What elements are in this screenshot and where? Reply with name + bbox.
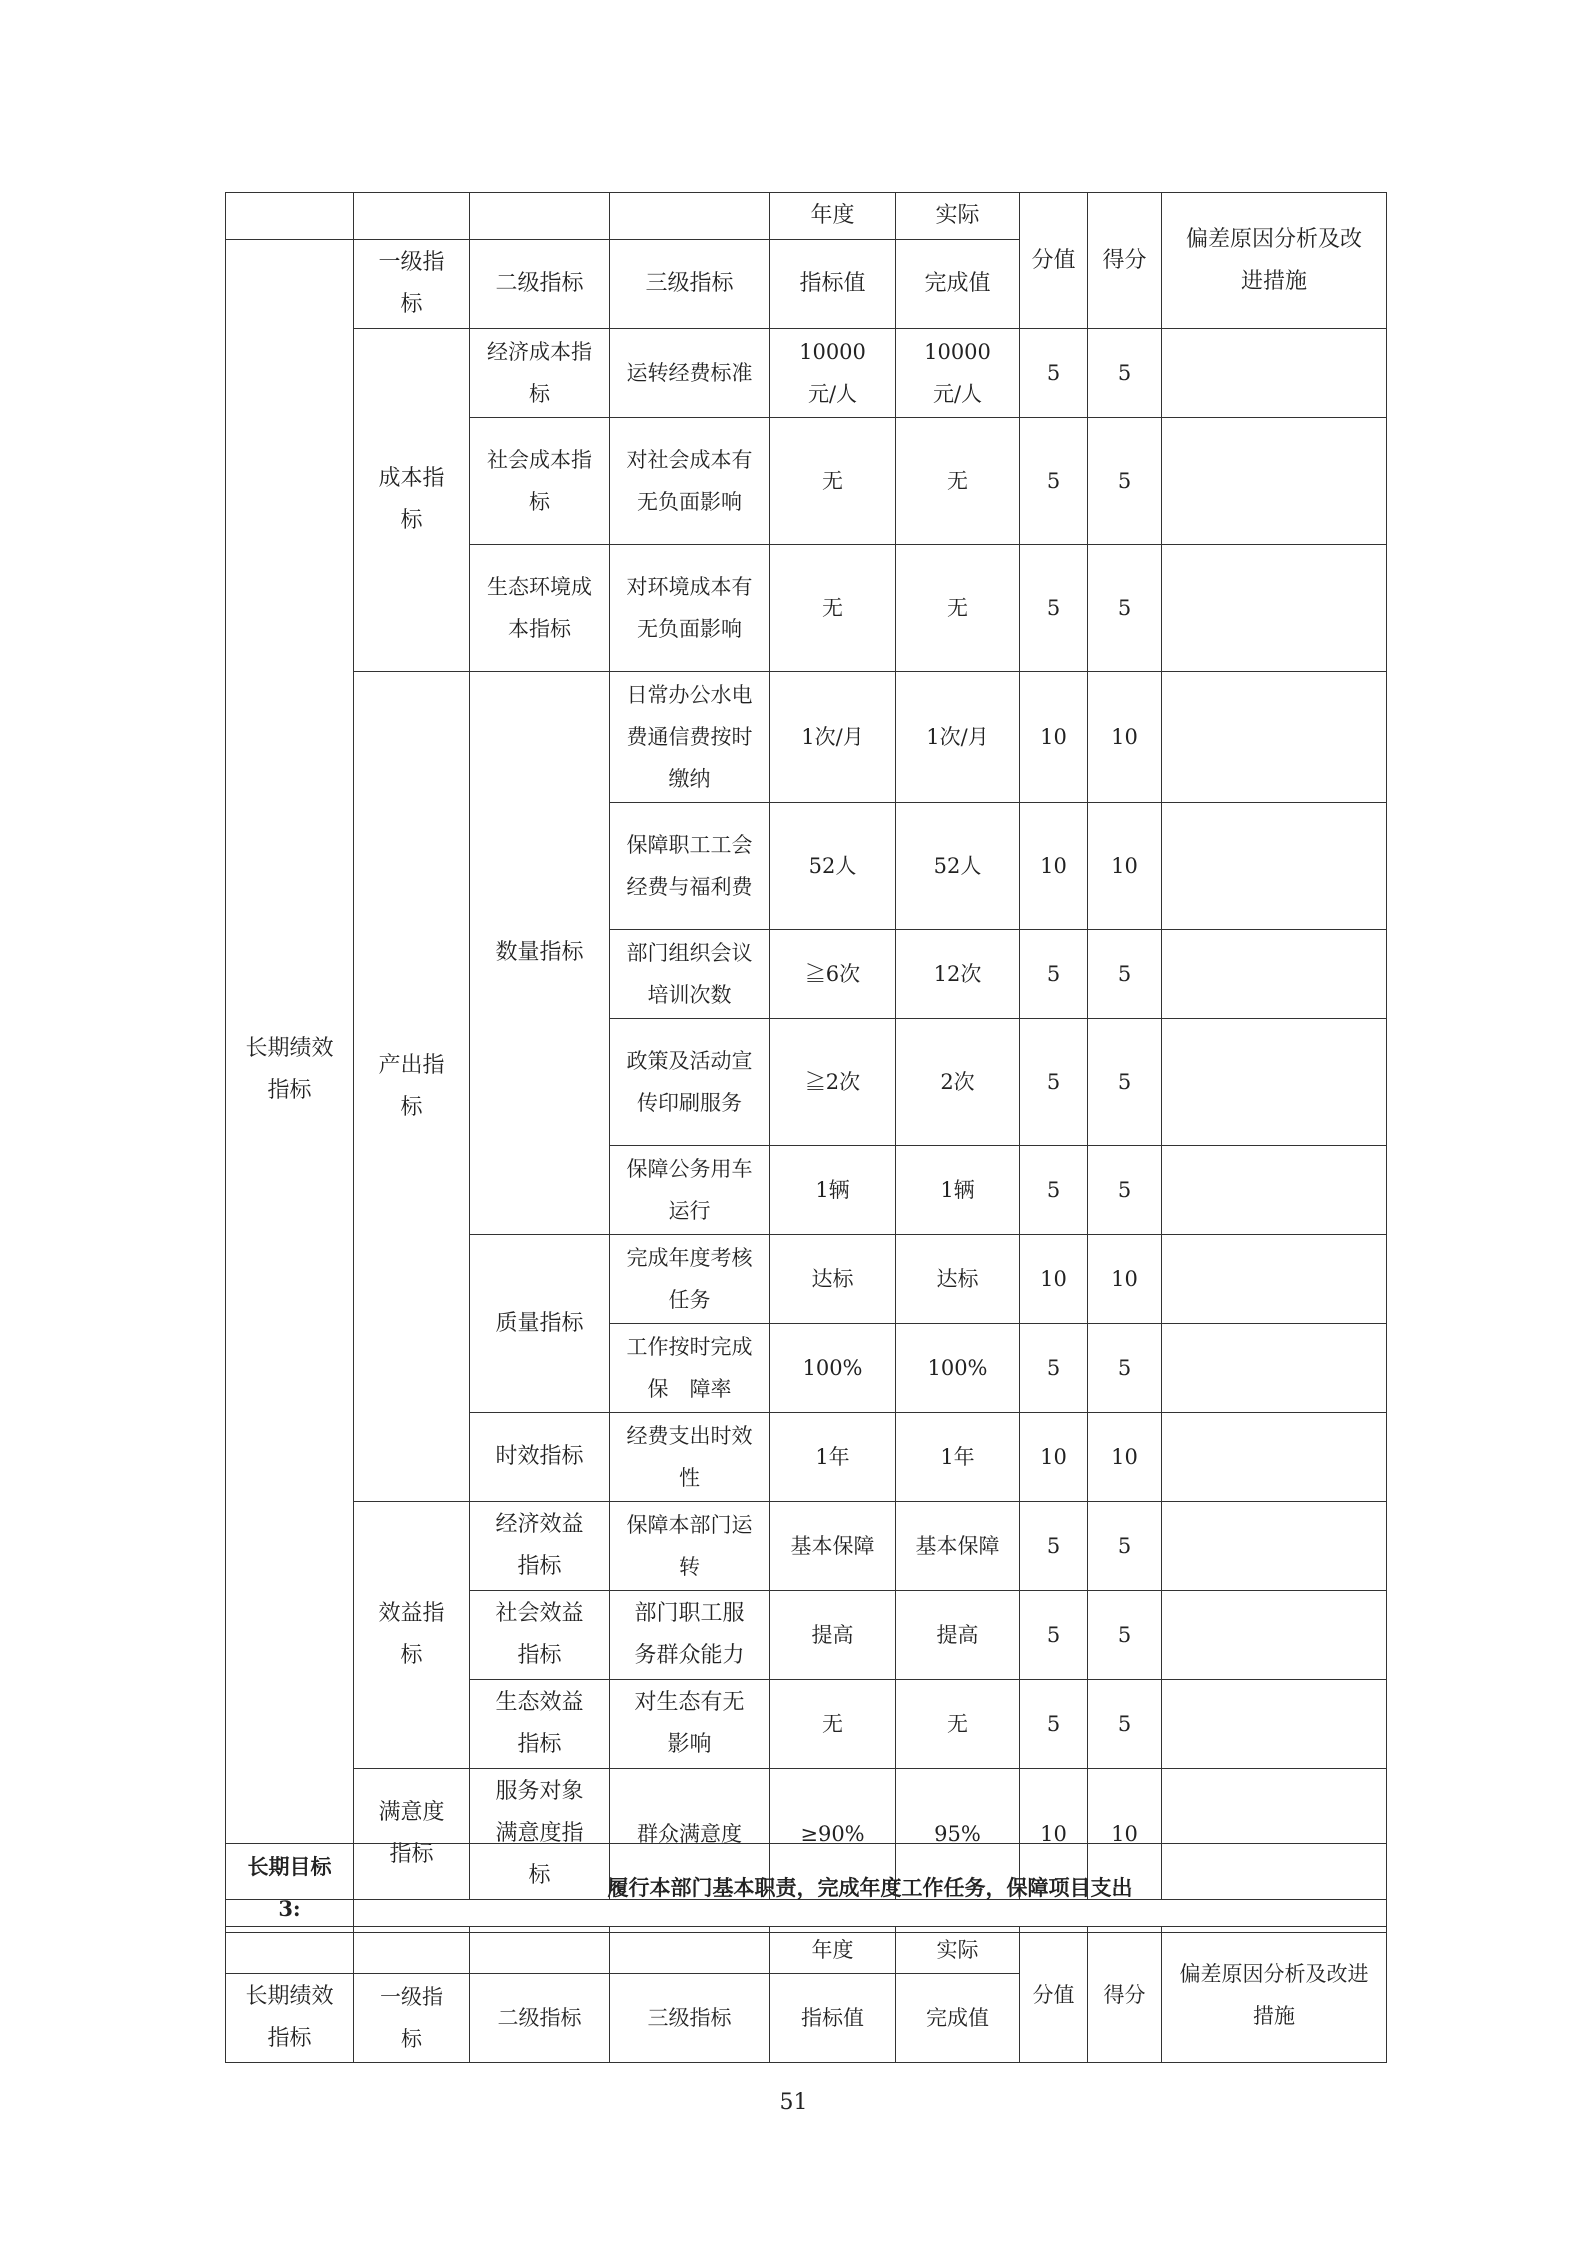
l3-cell: 保障本部门运转 xyxy=(610,1502,770,1591)
done-cell: 10000元/人 xyxy=(896,329,1020,418)
l2-quality: 质量指标 xyxy=(470,1235,610,1413)
l3-cell: 对社会成本有无负面影响 xyxy=(610,418,770,545)
done-cell: 12次 xyxy=(896,930,1020,1019)
score-cell: 5 xyxy=(1020,1146,1088,1235)
target-cell: ≥90% xyxy=(770,1769,896,1900)
performance-table-continued xyxy=(225,1926,1387,2063)
header-l2: 二级指标 xyxy=(470,240,610,329)
l1-satisfaction: 满意度指标 xyxy=(354,1769,470,1900)
header-l1: 一级指标 xyxy=(354,1974,470,2063)
note-cell xyxy=(1162,545,1387,672)
header-empty-cell xyxy=(354,193,470,240)
l3-cell: 政策及活动宣传印刷服务 xyxy=(610,1019,770,1146)
note-cell xyxy=(1162,418,1387,545)
note-cell xyxy=(1162,1324,1387,1413)
got-cell: 5 xyxy=(1088,1680,1162,1769)
note-cell xyxy=(1162,930,1387,1019)
l3-cell: 部门组织会议培训次数 xyxy=(610,930,770,1019)
l3-cell: 运转经费标准 xyxy=(610,329,770,418)
l3-cell: 对环境成本有无负面影响 xyxy=(610,545,770,672)
score-cell: 10 xyxy=(1020,1413,1088,1502)
goal-label: 长期目标3: xyxy=(226,1844,354,1933)
side-label: 长期绩效指标 xyxy=(226,240,354,1900)
score-cell: 5 xyxy=(1020,418,1088,545)
note-cell xyxy=(1162,1680,1387,1769)
score-cell: 5 xyxy=(1020,1324,1088,1413)
header-l1: 一级指标 xyxy=(354,240,470,329)
header-actual: 实际 xyxy=(896,193,1020,240)
header-target: 指标值 xyxy=(770,240,896,329)
note-cell xyxy=(1162,803,1387,930)
score-cell: 10 xyxy=(1020,1235,1088,1324)
done-cell: 1次/月 xyxy=(896,672,1020,803)
target-cell: 基本保障 xyxy=(770,1502,896,1591)
note-cell xyxy=(1162,1235,1387,1324)
header-score: 分值 xyxy=(1020,1927,1088,2063)
l3-cell: 经费支出时效性 xyxy=(610,1413,770,1502)
header-score: 分值 xyxy=(1020,193,1088,329)
score-cell: 10 xyxy=(1020,1769,1088,1900)
got-cell: 5 xyxy=(1088,329,1162,418)
header-l2: 二级指标 xyxy=(470,1974,610,2063)
header-empty-cell xyxy=(354,1927,470,1974)
l3-cell: 保障职工工会经费与福利费 xyxy=(610,803,770,930)
got-cell: 5 xyxy=(1088,1591,1162,1680)
target-cell: 达标 xyxy=(770,1235,896,1324)
header-annual: 年度 xyxy=(770,193,896,240)
l3-cell: 对生态有无影响 xyxy=(610,1680,770,1769)
got-cell: 5 xyxy=(1088,1019,1162,1146)
note-cell xyxy=(1162,1413,1387,1502)
target-cell: 52人 xyxy=(770,803,896,930)
header-empty-cell xyxy=(226,1927,354,1974)
target-cell: 1次/月 xyxy=(770,672,896,803)
target-cell: 10000元/人 xyxy=(770,329,896,418)
target-cell: 1年 xyxy=(770,1413,896,1502)
header-empty-cell xyxy=(470,1927,610,1974)
page-number: 51 xyxy=(779,2090,808,2115)
done-cell: 无 xyxy=(896,545,1020,672)
target-cell: 100% xyxy=(770,1324,896,1413)
note-cell xyxy=(1162,1019,1387,1146)
header-l3: 三级指标 xyxy=(610,1974,770,2063)
got-cell: 5 xyxy=(1088,545,1162,672)
note-cell xyxy=(1162,329,1387,418)
l2-social-benefit: 社会效益指标 xyxy=(470,1591,610,1680)
done-cell: 52人 xyxy=(896,803,1020,930)
got-cell: 10 xyxy=(1088,803,1162,930)
target-cell: ≧6次 xyxy=(770,930,896,1019)
header-deviation: 偏差原因分析及改进措施 xyxy=(1162,193,1387,329)
score-cell: 5 xyxy=(1020,1019,1088,1146)
target-cell: 无 xyxy=(770,1680,896,1769)
header-empty-cell xyxy=(610,193,770,240)
done-cell: 2次 xyxy=(896,1019,1020,1146)
done-cell: 提高 xyxy=(896,1591,1020,1680)
l3-cell: 工作按时完成保 障率 xyxy=(610,1324,770,1413)
l2-econ-cost: 经济成本指标 xyxy=(470,329,610,418)
target-cell: 无 xyxy=(770,418,896,545)
l2-econ-benefit: 经济效益指标 xyxy=(470,1502,610,1591)
score-cell: 5 xyxy=(1020,1502,1088,1591)
l3-cell: 群众满意度 xyxy=(610,1769,770,1900)
l2-quantity: 数量指标 xyxy=(470,672,610,1235)
target-cell: 1辆 xyxy=(770,1146,896,1235)
header-done: 完成值 xyxy=(896,1974,1020,2063)
l2-timeliness: 时效指标 xyxy=(470,1413,610,1502)
done-cell: 基本保障 xyxy=(896,1502,1020,1591)
goal-row xyxy=(226,1844,1387,1933)
l3-cell: 完成年度考核任务 xyxy=(610,1235,770,1324)
done-cell: 100% xyxy=(896,1324,1020,1413)
got-cell: 5 xyxy=(1088,1146,1162,1235)
done-cell: 95% xyxy=(896,1769,1020,1900)
header-l3: 三级指标 xyxy=(610,240,770,329)
table-row xyxy=(226,329,1387,418)
header-done: 完成值 xyxy=(896,240,1020,329)
target-cell: 无 xyxy=(770,545,896,672)
header-empty-cell xyxy=(226,193,354,240)
header-row-top xyxy=(226,193,1387,240)
l1-output: 产出指标 xyxy=(354,672,470,1502)
header-deviation: 偏差原因分析及改进措施 xyxy=(1162,1927,1387,2063)
got-cell: 10 xyxy=(1088,1413,1162,1502)
header-empty-cell xyxy=(610,1927,770,1974)
score-cell: 5 xyxy=(1020,545,1088,672)
l2-service: 服务对象满意度指标 xyxy=(470,1769,610,1900)
header-row-top xyxy=(226,1927,1387,1974)
header-got: 得分 xyxy=(1088,1927,1162,2063)
note-cell xyxy=(1162,1502,1387,1591)
score-cell: 5 xyxy=(1020,329,1088,418)
l2-social-cost: 社会成本指标 xyxy=(470,418,610,545)
l3-cell: 日常办公水电费通信费按时缴纳 xyxy=(610,672,770,803)
target-cell: 提高 xyxy=(770,1591,896,1680)
done-cell: 无 xyxy=(896,1680,1020,1769)
l3-cell: 保障公务用车运行 xyxy=(610,1146,770,1235)
note-cell xyxy=(1162,1591,1387,1680)
l1-benefit: 效益指标 xyxy=(354,1502,470,1769)
score-cell: 5 xyxy=(1020,1591,1088,1680)
done-cell: 无 xyxy=(896,418,1020,545)
score-cell: 10 xyxy=(1020,672,1088,803)
l3-cell: 部门职工服务群众能力 xyxy=(610,1591,770,1680)
got-cell: 5 xyxy=(1088,1324,1162,1413)
got-cell: 10 xyxy=(1088,672,1162,803)
score-cell: 5 xyxy=(1020,1680,1088,1769)
l2-eco-cost: 生态环境成本指标 xyxy=(470,545,610,672)
got-cell: 10 xyxy=(1088,1769,1162,1900)
header-annual: 年度 xyxy=(770,1927,896,1974)
performance-table xyxy=(225,192,1387,1900)
got-cell: 10 xyxy=(1088,1235,1162,1324)
goal-text: 履行本部门基本职责，完成年度工作任务，保障项目支出 xyxy=(354,1844,1387,1933)
score-cell: 5 xyxy=(1020,930,1088,1019)
header-side: 长期绩效指标 xyxy=(226,1974,354,2063)
header-got: 得分 xyxy=(1088,193,1162,329)
header-empty-cell xyxy=(470,193,610,240)
done-cell: 1年 xyxy=(896,1413,1020,1502)
table-row xyxy=(226,672,1387,803)
got-cell: 5 xyxy=(1088,930,1162,1019)
note-cell xyxy=(1162,672,1387,803)
header-actual: 实际 xyxy=(896,1927,1020,1974)
table-row xyxy=(226,1502,1387,1591)
done-cell: 达标 xyxy=(896,1235,1020,1324)
note-cell xyxy=(1162,1146,1387,1235)
target-cell: ≧2次 xyxy=(770,1019,896,1146)
got-cell: 5 xyxy=(1088,1502,1162,1591)
goal-table xyxy=(225,1843,1387,1933)
done-cell: 1辆 xyxy=(896,1146,1020,1235)
header-target: 指标值 xyxy=(770,1974,896,2063)
got-cell: 5 xyxy=(1088,418,1162,545)
l1-cost: 成本指标 xyxy=(354,329,470,672)
l2-eco-benefit: 生态效益指标 xyxy=(470,1680,610,1769)
score-cell: 10 xyxy=(1020,803,1088,930)
